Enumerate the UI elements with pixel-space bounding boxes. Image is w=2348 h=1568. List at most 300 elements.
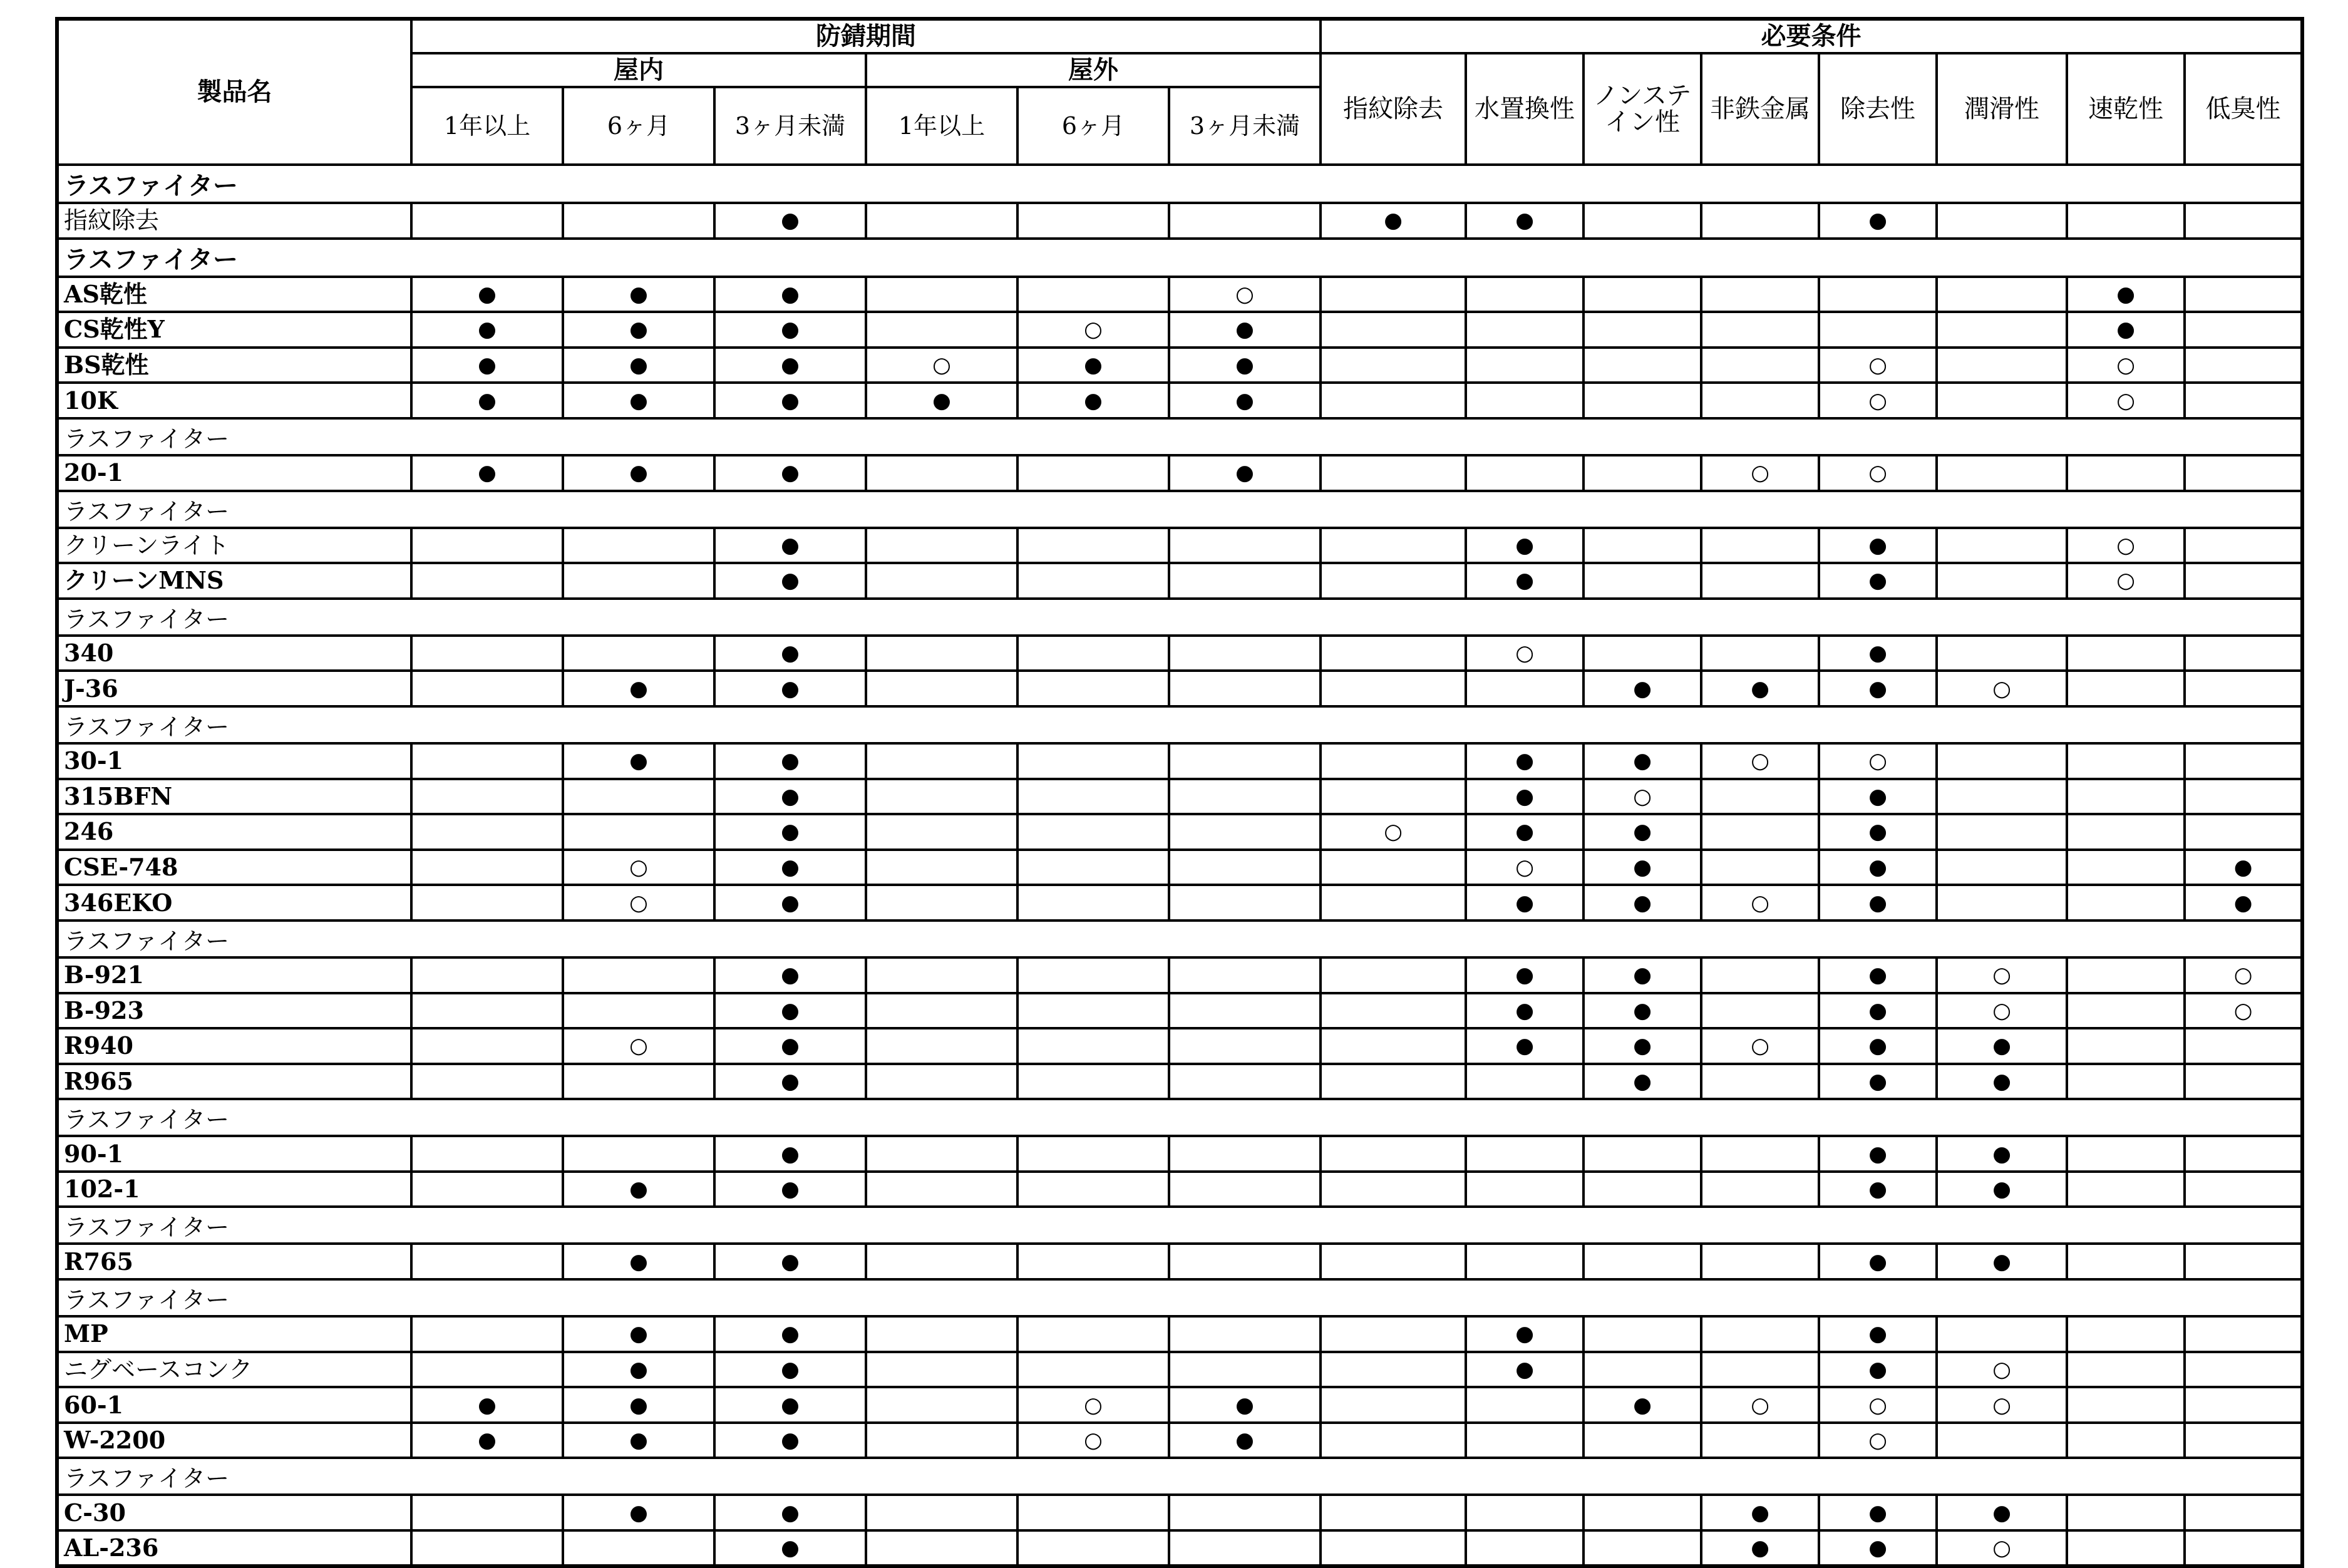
mark-cell: ○ [1937, 993, 2067, 1029]
mark-cell: ● [714, 1530, 866, 1566]
header-row-1 [57, 19, 2302, 53]
mark-cell: ● [1169, 1387, 1321, 1423]
mark-cell [411, 528, 563, 564]
mark-cell: ● [563, 312, 714, 348]
mark-cell [2067, 1064, 2185, 1100]
mark-cell [1701, 1316, 1819, 1352]
mark-cell [1321, 1352, 1466, 1388]
mark-cell [1937, 779, 2067, 815]
mark-cell [411, 743, 563, 779]
mark-cell: ● [714, 1244, 866, 1279]
product-name-cell: W-2200 [57, 1423, 411, 1458]
mark-cell: ○ [1701, 1387, 1819, 1423]
mark-cell [1466, 1495, 1583, 1530]
mark-cell [866, 885, 1017, 921]
mark-cell: ● [2067, 277, 2185, 312]
mark-cell: ● [714, 743, 866, 779]
product-name-cell: 60-1 [57, 1387, 411, 1423]
product-name-cell: 30-1 [57, 743, 411, 779]
mark-cell [411, 1495, 563, 1530]
mark-cell: ● [1819, 1530, 1937, 1566]
mark-cell [1017, 1172, 1169, 1207]
mark-cell [1169, 743, 1321, 779]
group-header-row [57, 921, 2302, 957]
mark-cell [2185, 1387, 2302, 1423]
mark-cell [1169, 850, 1321, 885]
mark-cell [1017, 1530, 1169, 1566]
product-name-cell: 20-1 [57, 455, 411, 491]
table-row [57, 885, 2302, 921]
mark-cell: ● [1819, 528, 1937, 564]
mark-cell: ○ [563, 1028, 714, 1064]
mark-cell [866, 1136, 1017, 1172]
group-label: ラスファイター [57, 1099, 2302, 1136]
mark-cell [1701, 1136, 1819, 1172]
mark-cell: ○ [1701, 885, 1819, 921]
mark-cell [1583, 277, 1701, 312]
mark-cell [411, 885, 563, 921]
mark-cell [1466, 1244, 1583, 1279]
mark-cell [1583, 1172, 1701, 1207]
mark-cell [2185, 455, 2302, 491]
mark-cell [866, 1352, 1017, 1388]
group-label: ラスファイター [57, 599, 2302, 636]
mark-cell [1701, 1064, 1819, 1100]
table-row [57, 1244, 2302, 1279]
outdoor-col-1-year-plus: 1年以上 [866, 87, 1017, 165]
mark-cell [1169, 779, 1321, 815]
mark-cell: ● [563, 671, 714, 706]
mark-cell: ○ [866, 348, 1017, 383]
mark-cell: ● [1819, 993, 1937, 1029]
group-header-row [57, 1458, 2302, 1495]
mark-cell: ● [1937, 1172, 2067, 1207]
product-name-cell: 指紋除去 [57, 203, 411, 239]
mark-cell [1321, 455, 1466, 491]
mark-cell [1321, 1387, 1466, 1423]
mark-cell: ● [714, 814, 866, 850]
mark-cell [2067, 850, 2185, 885]
group-header-row [57, 1099, 2302, 1136]
mark-cell: ● [1937, 1495, 2067, 1530]
mark-cell: ● [1466, 1028, 1583, 1064]
mark-cell: ● [1819, 1495, 1937, 1530]
mark-cell [1701, 348, 1819, 383]
mark-cell [1583, 1495, 1701, 1530]
mark-cell [866, 1244, 1017, 1279]
mark-cell: ○ [2185, 993, 2302, 1029]
mark-cell [2185, 1423, 2302, 1458]
mark-cell [411, 779, 563, 815]
mark-cell [866, 814, 1017, 850]
mark-cell [1583, 348, 1701, 383]
mark-cell: ● [1819, 563, 1937, 599]
table-row [57, 779, 2302, 815]
mark-cell: ● [563, 1352, 714, 1388]
mark-cell [1937, 203, 2067, 239]
table-row [57, 1136, 2302, 1172]
mark-cell [1937, 383, 2067, 418]
mark-cell [2185, 1316, 2302, 1352]
mark-cell [1583, 1136, 1701, 1172]
mark-cell [2185, 563, 2302, 599]
mark-cell [1937, 743, 2067, 779]
mark-cell [1937, 1423, 2067, 1458]
mark-cell [1466, 1136, 1583, 1172]
rust-prevention-period-header: 防錆期間 [411, 19, 1321, 53]
mark-cell: ● [411, 312, 563, 348]
mark-cell [1321, 563, 1466, 599]
mark-cell: ○ [1819, 743, 1937, 779]
mark-cell: ● [1169, 1423, 1321, 1458]
mark-cell [563, 1530, 714, 1566]
mark-cell: ○ [1017, 312, 1169, 348]
product-name-cell: クリーンMNS [57, 563, 411, 599]
mark-cell: ○ [1321, 814, 1466, 850]
mark-cell [1169, 636, 1321, 671]
mark-cell [1701, 993, 1819, 1029]
product-name-cell: 340 [57, 636, 411, 671]
table-header [57, 19, 2302, 165]
mark-cell [2185, 383, 2302, 418]
mark-cell: ● [714, 636, 866, 671]
table-row [57, 312, 2302, 348]
product-name-cell: MP [57, 1316, 411, 1352]
mark-cell: ● [1819, 1028, 1937, 1064]
mark-cell [563, 993, 714, 1029]
mark-cell [866, 1387, 1017, 1423]
mark-cell: ○ [1819, 1387, 1937, 1423]
mark-cell [1701, 636, 1819, 671]
mark-cell [2185, 814, 2302, 850]
mark-cell [1169, 814, 1321, 850]
product-name-cell: 102-1 [57, 1172, 411, 1207]
mark-cell [1169, 1064, 1321, 1100]
mark-cell [1321, 1423, 1466, 1458]
table-row [57, 1172, 2302, 1207]
mark-cell: ● [411, 1387, 563, 1423]
mark-cell: ● [2067, 312, 2185, 348]
mark-cell [1321, 1244, 1466, 1279]
mark-cell: ● [714, 277, 866, 312]
mark-cell [866, 671, 1017, 706]
mark-cell: ● [563, 1316, 714, 1352]
table-row [57, 1316, 2302, 1352]
mark-cell [1017, 743, 1169, 779]
mark-cell: ● [714, 203, 866, 239]
mark-cell: ● [1583, 671, 1701, 706]
mark-cell [1701, 203, 1819, 239]
mark-cell [2185, 312, 2302, 348]
mark-cell: ● [1701, 671, 1819, 706]
mark-cell: ● [563, 1172, 714, 1207]
mark-cell [1017, 563, 1169, 599]
mark-cell: ○ [1017, 1387, 1169, 1423]
mark-cell [1583, 1352, 1701, 1388]
mark-cell [866, 1530, 1017, 1566]
mark-cell [1321, 312, 1466, 348]
mark-cell [1937, 528, 2067, 564]
mark-cell: ○ [1583, 779, 1701, 815]
group-header-row [57, 418, 2302, 455]
table-row [57, 671, 2302, 706]
mark-cell [1169, 1495, 1321, 1530]
mark-cell: ● [1819, 203, 1937, 239]
mark-cell: ● [714, 779, 866, 815]
mark-cell [1169, 203, 1321, 239]
mark-cell [1701, 1172, 1819, 1207]
mark-cell [1937, 885, 2067, 921]
mark-cell: ● [563, 455, 714, 491]
mark-cell: ● [1583, 957, 1701, 993]
mark-cell: ● [714, 1495, 866, 1530]
product-name-cell: 315BFN [57, 779, 411, 815]
mark-cell [2067, 636, 2185, 671]
mark-cell [2067, 1423, 2185, 1458]
mark-cell: ● [1819, 885, 1937, 921]
mark-cell: ○ [563, 850, 714, 885]
mark-cell [411, 1172, 563, 1207]
mark-cell [1017, 993, 1169, 1029]
mark-cell [866, 455, 1017, 491]
mark-cell: ● [714, 348, 866, 383]
mark-cell [1169, 1530, 1321, 1566]
mark-cell [1017, 1028, 1169, 1064]
mark-cell [2067, 814, 2185, 850]
mark-cell [2067, 1530, 2185, 1566]
mark-cell [2067, 1387, 2185, 1423]
condition-header-quick-drying: 速乾性 [2067, 53, 2185, 165]
mark-cell [2067, 1352, 2185, 1388]
condition-header-low-odor: 低臭性 [2185, 53, 2302, 165]
mark-cell [563, 779, 714, 815]
mark-cell [866, 1316, 1017, 1352]
mark-cell [1017, 814, 1169, 850]
mark-cell [2067, 779, 2185, 815]
mark-cell [2185, 1028, 2302, 1064]
mark-cell: ○ [1466, 636, 1583, 671]
mark-cell [1937, 1316, 2067, 1352]
mark-cell: ● [714, 1316, 866, 1352]
mark-cell: ● [1466, 779, 1583, 815]
product-name-cell: CSE-748 [57, 850, 411, 885]
mark-cell [1169, 993, 1321, 1029]
mark-cell [1169, 671, 1321, 706]
mark-cell [1583, 528, 1701, 564]
mark-cell [1017, 850, 1169, 885]
mark-cell [1017, 528, 1169, 564]
mark-cell: ● [1583, 814, 1701, 850]
mark-cell [866, 957, 1017, 993]
mark-cell: ○ [2185, 957, 2302, 993]
mark-cell [2185, 528, 2302, 564]
mark-cell [1937, 277, 2067, 312]
mark-cell: ○ [1819, 348, 1937, 383]
outdoor-col-6-months: 6ヶ月 [1017, 87, 1169, 165]
mark-cell [1321, 957, 1466, 993]
product-name-header: 製品名 [57, 19, 411, 165]
mark-cell [1169, 1316, 1321, 1352]
mark-cell: ○ [1701, 455, 1819, 491]
mark-cell: ● [714, 1387, 866, 1423]
mark-cell [563, 814, 714, 850]
mark-cell [411, 850, 563, 885]
mark-cell [2185, 743, 2302, 779]
required-conditions-header: 必要条件 [1321, 19, 2302, 53]
mark-cell [866, 743, 1017, 779]
table-row [57, 383, 2302, 418]
mark-cell [1321, 1495, 1466, 1530]
product-name-cell: ニグベースコンク [57, 1352, 411, 1388]
mark-cell [1701, 779, 1819, 815]
mark-cell: ○ [1169, 277, 1321, 312]
indoor-col-under-3-months: 3ヶ月未満 [714, 87, 866, 165]
mark-cell [411, 1064, 563, 1100]
mark-cell [866, 850, 1017, 885]
mark-cell [1321, 850, 1466, 885]
mark-cell: ● [1937, 1028, 2067, 1064]
mark-cell [411, 636, 563, 671]
indoor-col-1-year-plus: 1年以上 [411, 87, 563, 165]
mark-cell [1583, 563, 1701, 599]
mark-cell: ● [1819, 1352, 1937, 1388]
mark-cell [1466, 1423, 1583, 1458]
mark-cell: ● [1466, 957, 1583, 993]
mark-cell: ● [1937, 1244, 2067, 1279]
mark-cell: ● [563, 743, 714, 779]
condition-header-removability: 除去性 [1819, 53, 1937, 165]
table-row [57, 743, 2302, 779]
mark-cell [2067, 885, 2185, 921]
mark-cell: ● [1819, 779, 1937, 815]
mark-cell: ● [1583, 993, 1701, 1029]
mark-cell [1583, 1423, 1701, 1458]
mark-cell [1466, 1387, 1583, 1423]
mark-cell [1169, 885, 1321, 921]
mark-cell: ● [714, 671, 866, 706]
mark-cell [1466, 348, 1583, 383]
condition-header-non-stain: ノンステイン性 [1583, 53, 1701, 165]
product-name-cell: B-921 [57, 957, 411, 993]
mark-cell [1017, 1064, 1169, 1100]
mark-cell [1583, 636, 1701, 671]
mark-cell [2185, 1530, 2302, 1566]
group-label: ラスファイター [57, 1458, 2302, 1495]
mark-cell [1701, 563, 1819, 599]
mark-cell [1583, 312, 1701, 348]
mark-cell: ● [1819, 850, 1937, 885]
product-name-cell: BS乾性 [57, 348, 411, 383]
mark-cell: ● [1819, 1172, 1937, 1207]
mark-cell [2185, 1244, 2302, 1279]
mark-cell: ● [714, 1136, 866, 1172]
mark-cell [563, 203, 714, 239]
mark-cell: ○ [1937, 1352, 2067, 1388]
mark-cell: ● [866, 383, 1017, 418]
mark-cell: ● [1466, 528, 1583, 564]
mark-cell [1937, 348, 2067, 383]
table-row [57, 1352, 2302, 1388]
mark-cell: ○ [2067, 563, 2185, 599]
product-name-cell: AS乾性 [57, 277, 411, 312]
mark-cell [1321, 383, 1466, 418]
mark-cell: ● [1583, 1028, 1701, 1064]
mark-cell: ● [1701, 1530, 1819, 1566]
table-row [57, 348, 2302, 383]
indoor-header: 屋内 [411, 53, 866, 87]
mark-cell: ● [1819, 1244, 1937, 1279]
mark-cell: ● [411, 1423, 563, 1458]
table-row [57, 277, 2302, 312]
mark-cell: ● [1583, 743, 1701, 779]
mark-cell: ○ [1937, 957, 2067, 993]
mark-cell [1321, 528, 1466, 564]
table-row [57, 850, 2302, 885]
mark-cell [2067, 743, 2185, 779]
group-label: ラスファイター [57, 706, 2302, 743]
mark-cell: ○ [1017, 1423, 1169, 1458]
mark-cell [866, 1423, 1017, 1458]
mark-cell [1937, 636, 2067, 671]
mark-cell: ● [1017, 348, 1169, 383]
mark-cell [1321, 993, 1466, 1029]
mark-cell [1466, 312, 1583, 348]
product-name-cell: 90-1 [57, 1136, 411, 1172]
mark-cell [2185, 1136, 2302, 1172]
mark-cell [866, 1172, 1017, 1207]
mark-cell [866, 636, 1017, 671]
table-row [57, 528, 2302, 564]
mark-cell [1169, 1352, 1321, 1388]
mark-cell [2185, 277, 2302, 312]
mark-cell: ● [1937, 1136, 2067, 1172]
mark-cell [1169, 563, 1321, 599]
table-row [57, 1028, 2302, 1064]
product-name-cell: B-923 [57, 993, 411, 1029]
mark-cell [2185, 1064, 2302, 1100]
mark-cell [2185, 1172, 2302, 1207]
mark-cell [563, 636, 714, 671]
mark-cell [1321, 743, 1466, 779]
mark-cell [1321, 1028, 1466, 1064]
mark-cell [1701, 277, 1819, 312]
mark-cell: ● [714, 383, 866, 418]
mark-cell [1017, 779, 1169, 815]
mark-cell [1466, 671, 1583, 706]
mark-cell [2067, 1028, 2185, 1064]
mark-cell [1017, 455, 1169, 491]
mark-cell: ● [1583, 885, 1701, 921]
mark-cell: ● [1466, 885, 1583, 921]
mark-cell [2067, 957, 2185, 993]
mark-cell [1583, 455, 1701, 491]
mark-cell [1583, 1244, 1701, 1279]
mark-cell [1466, 383, 1583, 418]
mark-cell [411, 814, 563, 850]
mark-cell [2067, 203, 2185, 239]
mark-cell: ○ [1701, 743, 1819, 779]
product-name-cell: R765 [57, 1244, 411, 1279]
mark-cell [866, 528, 1017, 564]
mark-cell [1937, 850, 2067, 885]
mark-cell: ● [714, 885, 866, 921]
mark-cell [1701, 957, 1819, 993]
mark-cell [1321, 885, 1466, 921]
mark-cell [866, 1495, 1017, 1530]
mark-cell [1321, 1064, 1466, 1100]
mark-cell: ● [714, 563, 866, 599]
mark-cell [1701, 312, 1819, 348]
